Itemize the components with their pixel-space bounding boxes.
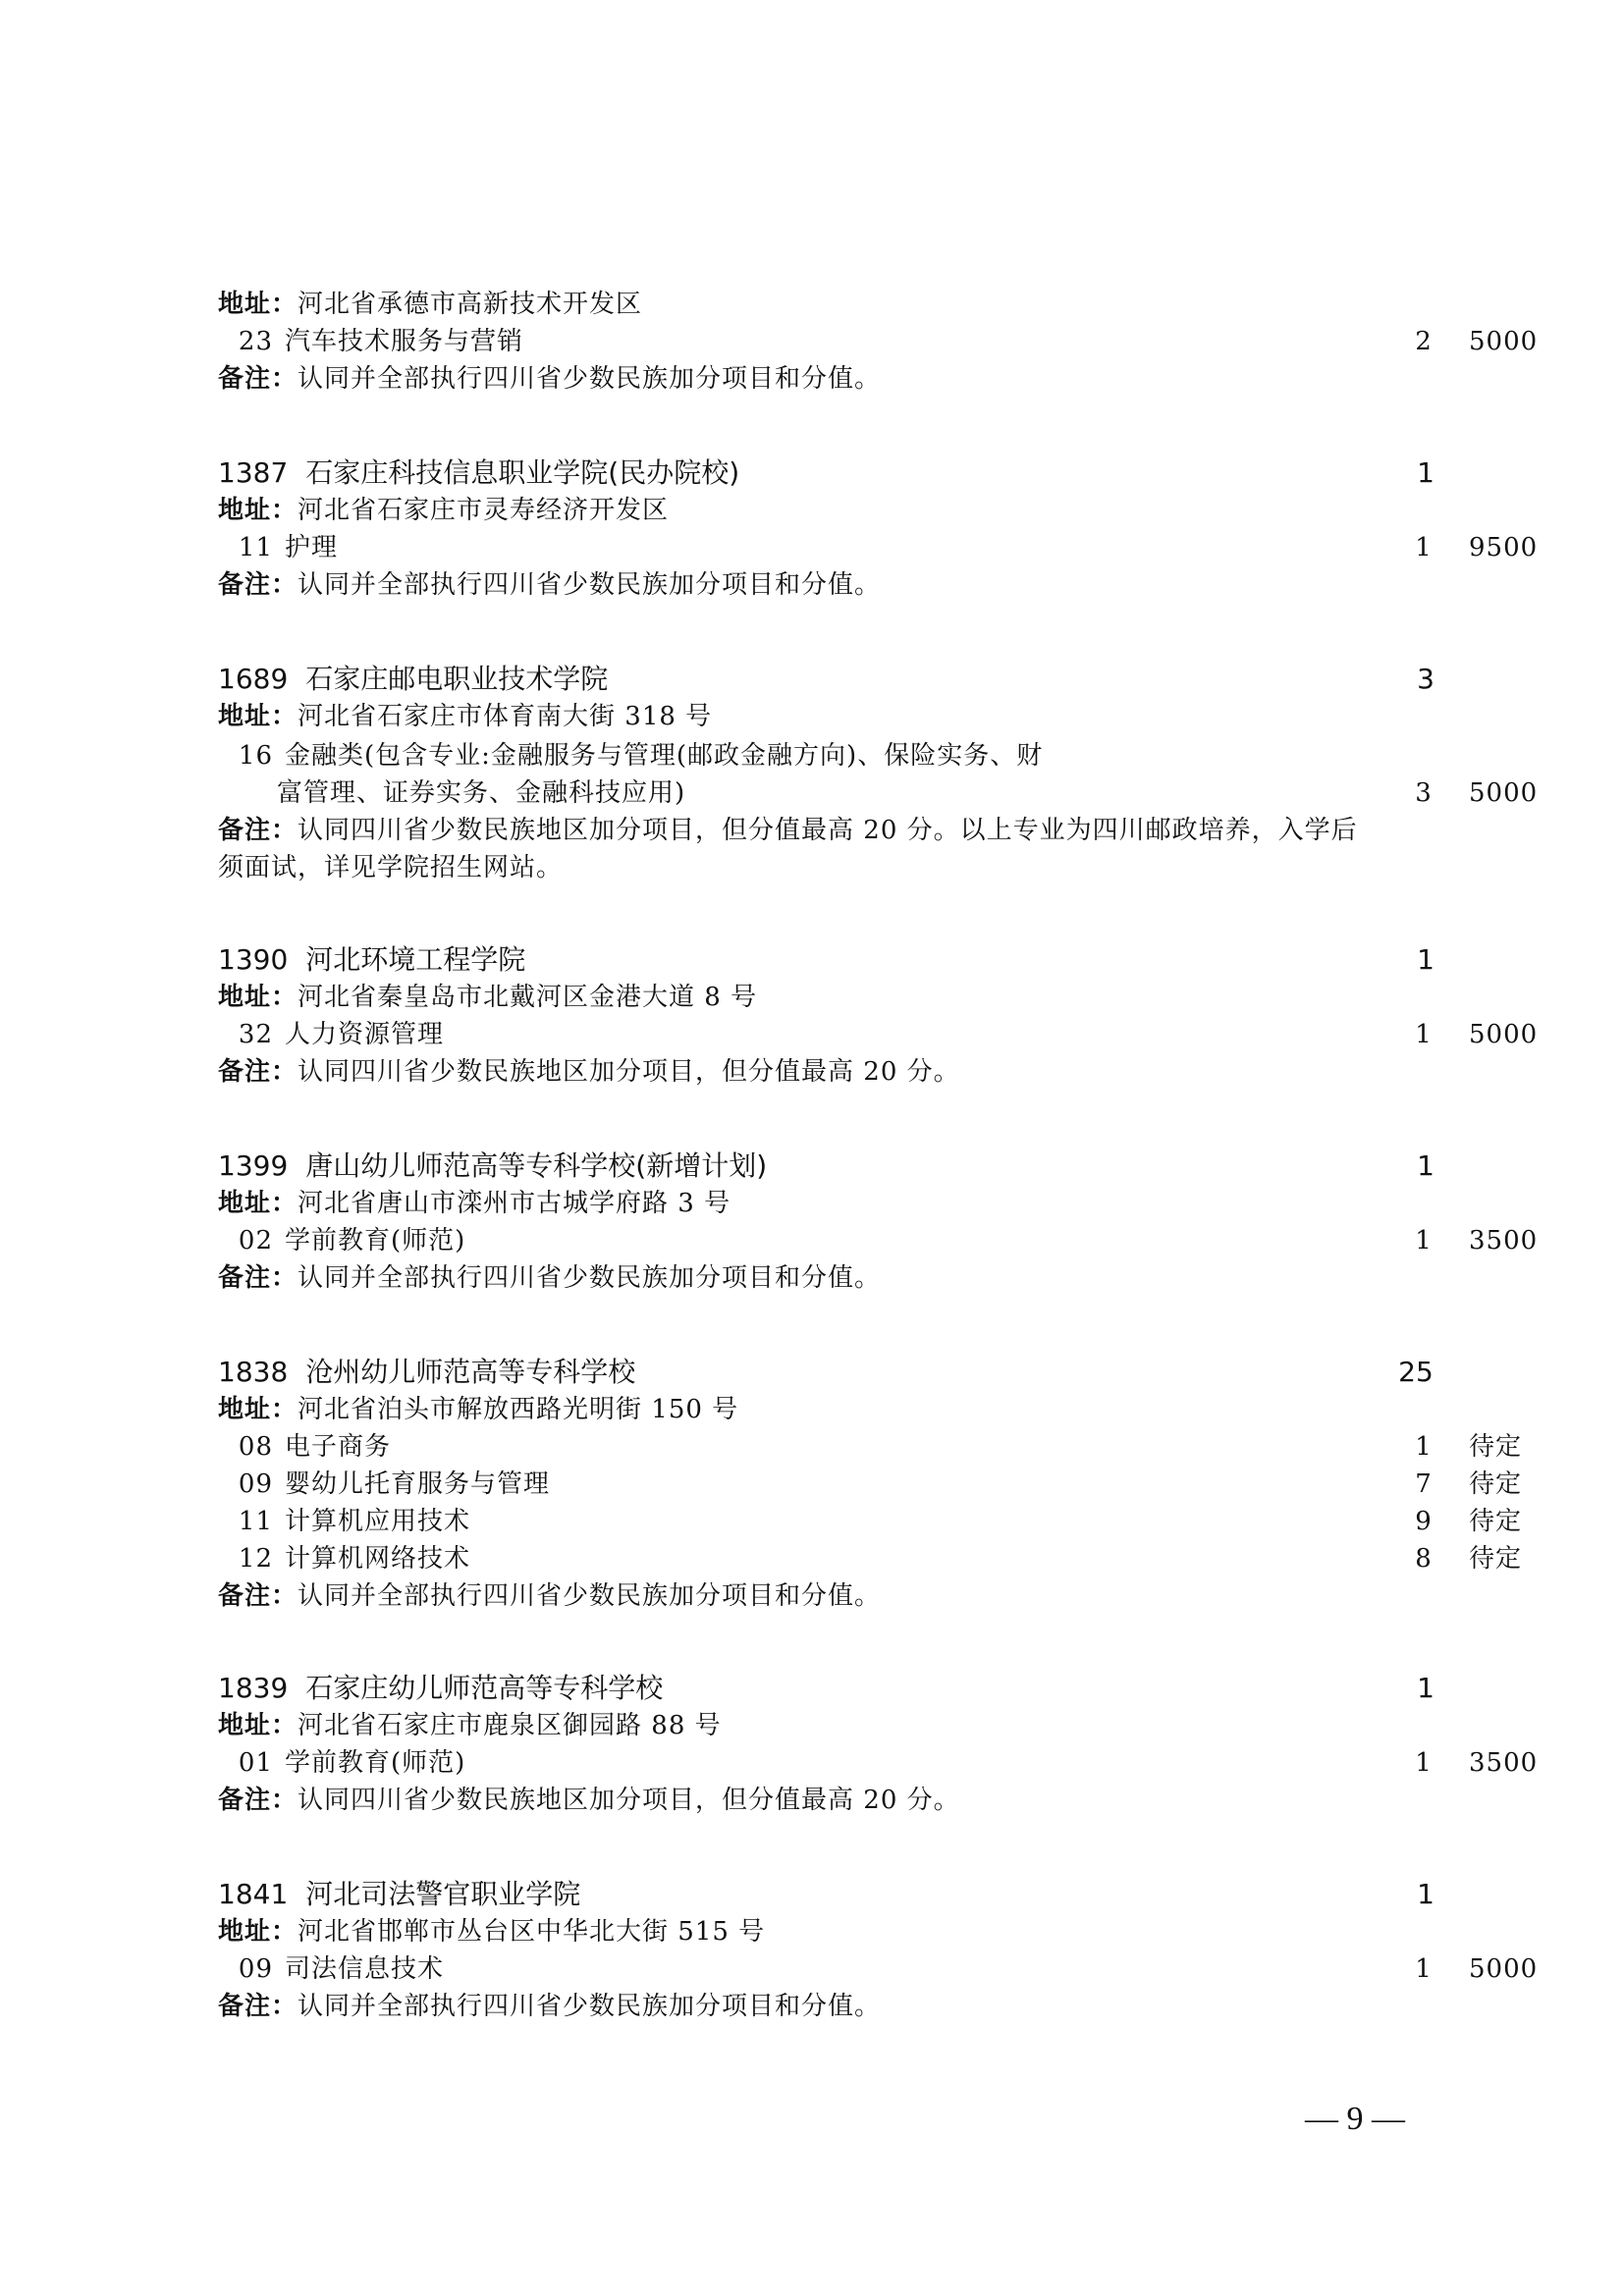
address-label: 地址：: [218, 983, 298, 1012]
remark-label: 备注：: [218, 816, 298, 845]
major-code: 11: [238, 1507, 273, 1536]
major-plan: 1: [1415, 1432, 1433, 1462]
school-header: [218, 662, 1526, 697]
major-name: 计算机应用技术: [285, 1507, 471, 1536]
address-text: 河北省唐山市滦州市古城学府路 3 号: [298, 1189, 731, 1218]
school-name: 河北环境工程学院: [305, 943, 526, 976]
school-total: 1: [1417, 1149, 1435, 1182]
remark-line: [218, 361, 1526, 397]
school-code: 1390: [218, 943, 289, 976]
major-plan: 3: [1415, 778, 1433, 808]
major-plan: 7: [1415, 1469, 1433, 1499]
address-text: 河北省石家庄市体育南大街 318 号: [298, 702, 713, 731]
major-name: 汽车技术服务与营销: [285, 327, 524, 356]
school-header: [218, 942, 1526, 978]
address-text: 河北省秦皇岛市北戴河区金港大道 8 号: [298, 983, 758, 1012]
major-fee: 5000: [1469, 1954, 1539, 1984]
school-total: 1: [1417, 1878, 1435, 1910]
major-fee: 待定: [1469, 1544, 1523, 1574]
major-name: 护理: [285, 533, 339, 562]
remark-label: 备注：: [218, 1581, 298, 1611]
remark-label: 备注：: [218, 1057, 298, 1087]
remark-label: 备注：: [218, 1992, 298, 2021]
major-code: 01: [238, 1748, 273, 1778]
school-code: 1387: [218, 456, 289, 489]
major-name: 学前教育(师范): [285, 1748, 466, 1778]
school-code: 1838: [218, 1356, 289, 1388]
remark-line: [218, 813, 1526, 848]
remark-line: [218, 567, 1526, 603]
remark-line: [218, 1783, 1526, 1818]
major-fee: 待定: [1469, 1507, 1523, 1536]
school-code: 1399: [218, 1149, 289, 1182]
address-text: 河北省承德市高新技术开发区: [298, 290, 643, 319]
major-plan: 1: [1415, 533, 1433, 562]
address-label: 地址：: [218, 1395, 298, 1424]
school-code: 1839: [218, 1672, 289, 1704]
major-row: [218, 1951, 1539, 1987]
remark-label: 备注：: [218, 570, 298, 600]
major-plan: 8: [1415, 1544, 1433, 1574]
address-label: 地址：: [218, 1711, 298, 1740]
remark-label: 备注：: [218, 1786, 298, 1815]
major-name: 司法信息技术: [285, 1954, 445, 1984]
major-row: [218, 1504, 1526, 1539]
major-fee: 3500: [1469, 1226, 1539, 1255]
major-name: 学前教育(师范): [285, 1226, 466, 1255]
address-line: [218, 980, 1526, 1015]
address-text: 河北省邯郸市丛台区中华北大街 515 号: [298, 1917, 766, 1947]
major-name: 婴幼儿托育服务与管理: [285, 1469, 551, 1499]
address-line: [218, 1392, 1526, 1427]
address-label: 地址：: [218, 702, 298, 731]
major-row: [218, 1429, 1526, 1465]
major-plan: 1: [1415, 1954, 1433, 1984]
major-plan: 9: [1415, 1507, 1433, 1536]
major-fee: 5000: [1469, 1020, 1539, 1049]
school-code: 1841: [218, 1878, 289, 1910]
page-number: — 9 —: [1305, 2101, 1405, 2137]
major-row: [218, 530, 1539, 565]
major-name: 人力资源管理: [285, 1020, 445, 1049]
school-name: 唐山幼儿师范高等专科学校(新增计划): [305, 1149, 768, 1182]
school-header: [218, 1148, 1526, 1184]
school-name: 石家庄邮电职业技术学院: [305, 663, 609, 695]
major-code: 32: [238, 1020, 273, 1049]
major-row: [218, 1017, 1539, 1052]
major-code: 12: [238, 1544, 273, 1574]
major-row: [218, 738, 1526, 774]
remark-text-line2: 须面试，详见学院招生网站。: [218, 853, 564, 882]
major-row-continued: [218, 775, 1539, 811]
major-fee: 5000: [1469, 778, 1539, 808]
address-label: 地址：: [218, 290, 298, 319]
remark-line: [218, 1260, 1526, 1296]
remark-text: 认同并全部执行四川省少数民族加分项目和分值。: [298, 364, 882, 394]
major-code: 09: [238, 1954, 273, 1984]
major-code: 16: [238, 741, 273, 771]
school-total: 1: [1417, 1672, 1435, 1704]
school-name: 沧州幼儿师范高等专科学校: [305, 1356, 636, 1388]
major-code: 08: [238, 1432, 273, 1462]
address-line: [218, 1186, 1526, 1221]
major-fee: 待定: [1469, 1432, 1523, 1462]
major-row: [218, 1541, 1526, 1576]
remark-text: 认同并全部执行四川省少数民族加分项目和分值。: [298, 1263, 882, 1293]
major-row: [218, 324, 1539, 359]
school-header: [218, 455, 1526, 491]
school-name: 石家庄科技信息职业学院(民办院校): [305, 456, 740, 489]
major-row: [218, 1745, 1539, 1781]
major-plan: 1: [1415, 1748, 1433, 1778]
remark-text: 认同四川省少数民族地区加分项目，但分值最高 20 分。: [298, 1786, 960, 1815]
address-label: 地址：: [218, 1917, 298, 1947]
address-label: 地址：: [218, 496, 298, 525]
major-name-line2: 富管理、证券实务、金融科技应用): [277, 778, 686, 808]
major-name-line1: 金融类(包含专业:金融服务与管理(邮政金融方向)、保险实务、财: [285, 741, 1044, 771]
school-name: 石家庄幼儿师范高等专科学校: [305, 1672, 664, 1704]
address-line: [218, 287, 1526, 322]
remark-line: [218, 1054, 1526, 1090]
address-line: [218, 1708, 1526, 1743]
school-total: 3: [1417, 663, 1435, 695]
school-header: [218, 1877, 1526, 1912]
major-plan: 2: [1415, 327, 1433, 356]
address-line: [218, 699, 1526, 734]
address-label: 地址：: [218, 1189, 298, 1218]
major-row: [218, 1467, 1526, 1502]
remark-text-line1: 认同四川省少数民族地区加分项目，但分值最高 20 分。以上专业为四川邮政培养，入学后: [298, 816, 1358, 845]
major-code: 09: [238, 1469, 273, 1499]
remark-text: 认同四川省少数民族地区加分项目，但分值最高 20 分。: [298, 1057, 960, 1087]
remark-line-continued: [218, 850, 1526, 885]
major-fee: 9500: [1469, 533, 1539, 562]
school-header: [218, 1671, 1526, 1706]
school-total: 25: [1398, 1356, 1434, 1388]
remark-line: [218, 1578, 1526, 1614]
address-text: 河北省泊头市解放西路光明街 150 号: [298, 1395, 739, 1424]
major-code: 23: [238, 327, 273, 356]
address-line: [218, 1914, 1526, 1949]
remark-text: 认同并全部执行四川省少数民族加分项目和分值。: [298, 1992, 882, 2021]
remark-label: 备注：: [218, 364, 298, 394]
major-fee: 5000: [1469, 327, 1539, 356]
school-code: 1689: [218, 663, 289, 695]
remark-label: 备注：: [218, 1263, 298, 1293]
major-plan: 1: [1415, 1226, 1433, 1255]
school-total: 1: [1417, 943, 1435, 976]
remark-text: 认同并全部执行四川省少数民族加分项目和分值。: [298, 570, 882, 600]
address-line: [218, 493, 1526, 528]
address-text: 河北省石家庄市灵寿经济开发区: [298, 496, 670, 525]
major-name: 计算机网络技术: [285, 1544, 471, 1574]
major-fee: 待定: [1469, 1469, 1523, 1499]
address-text: 河北省石家庄市鹿泉区御园路 88 号: [298, 1711, 722, 1740]
major-code: 11: [238, 533, 273, 562]
major-plan: 1: [1415, 1020, 1433, 1049]
remark-line: [218, 1989, 1526, 2024]
school-header: [218, 1355, 1526, 1390]
major-fee: 3500: [1469, 1748, 1539, 1778]
major-code: 02: [238, 1226, 273, 1255]
major-name: 电子商务: [285, 1432, 392, 1462]
school-total: 1: [1417, 456, 1435, 489]
major-row: [218, 1223, 1539, 1258]
school-name: 河北司法警官职业学院: [305, 1878, 581, 1910]
remark-text: 认同并全部执行四川省少数民族加分项目和分值。: [298, 1581, 882, 1611]
